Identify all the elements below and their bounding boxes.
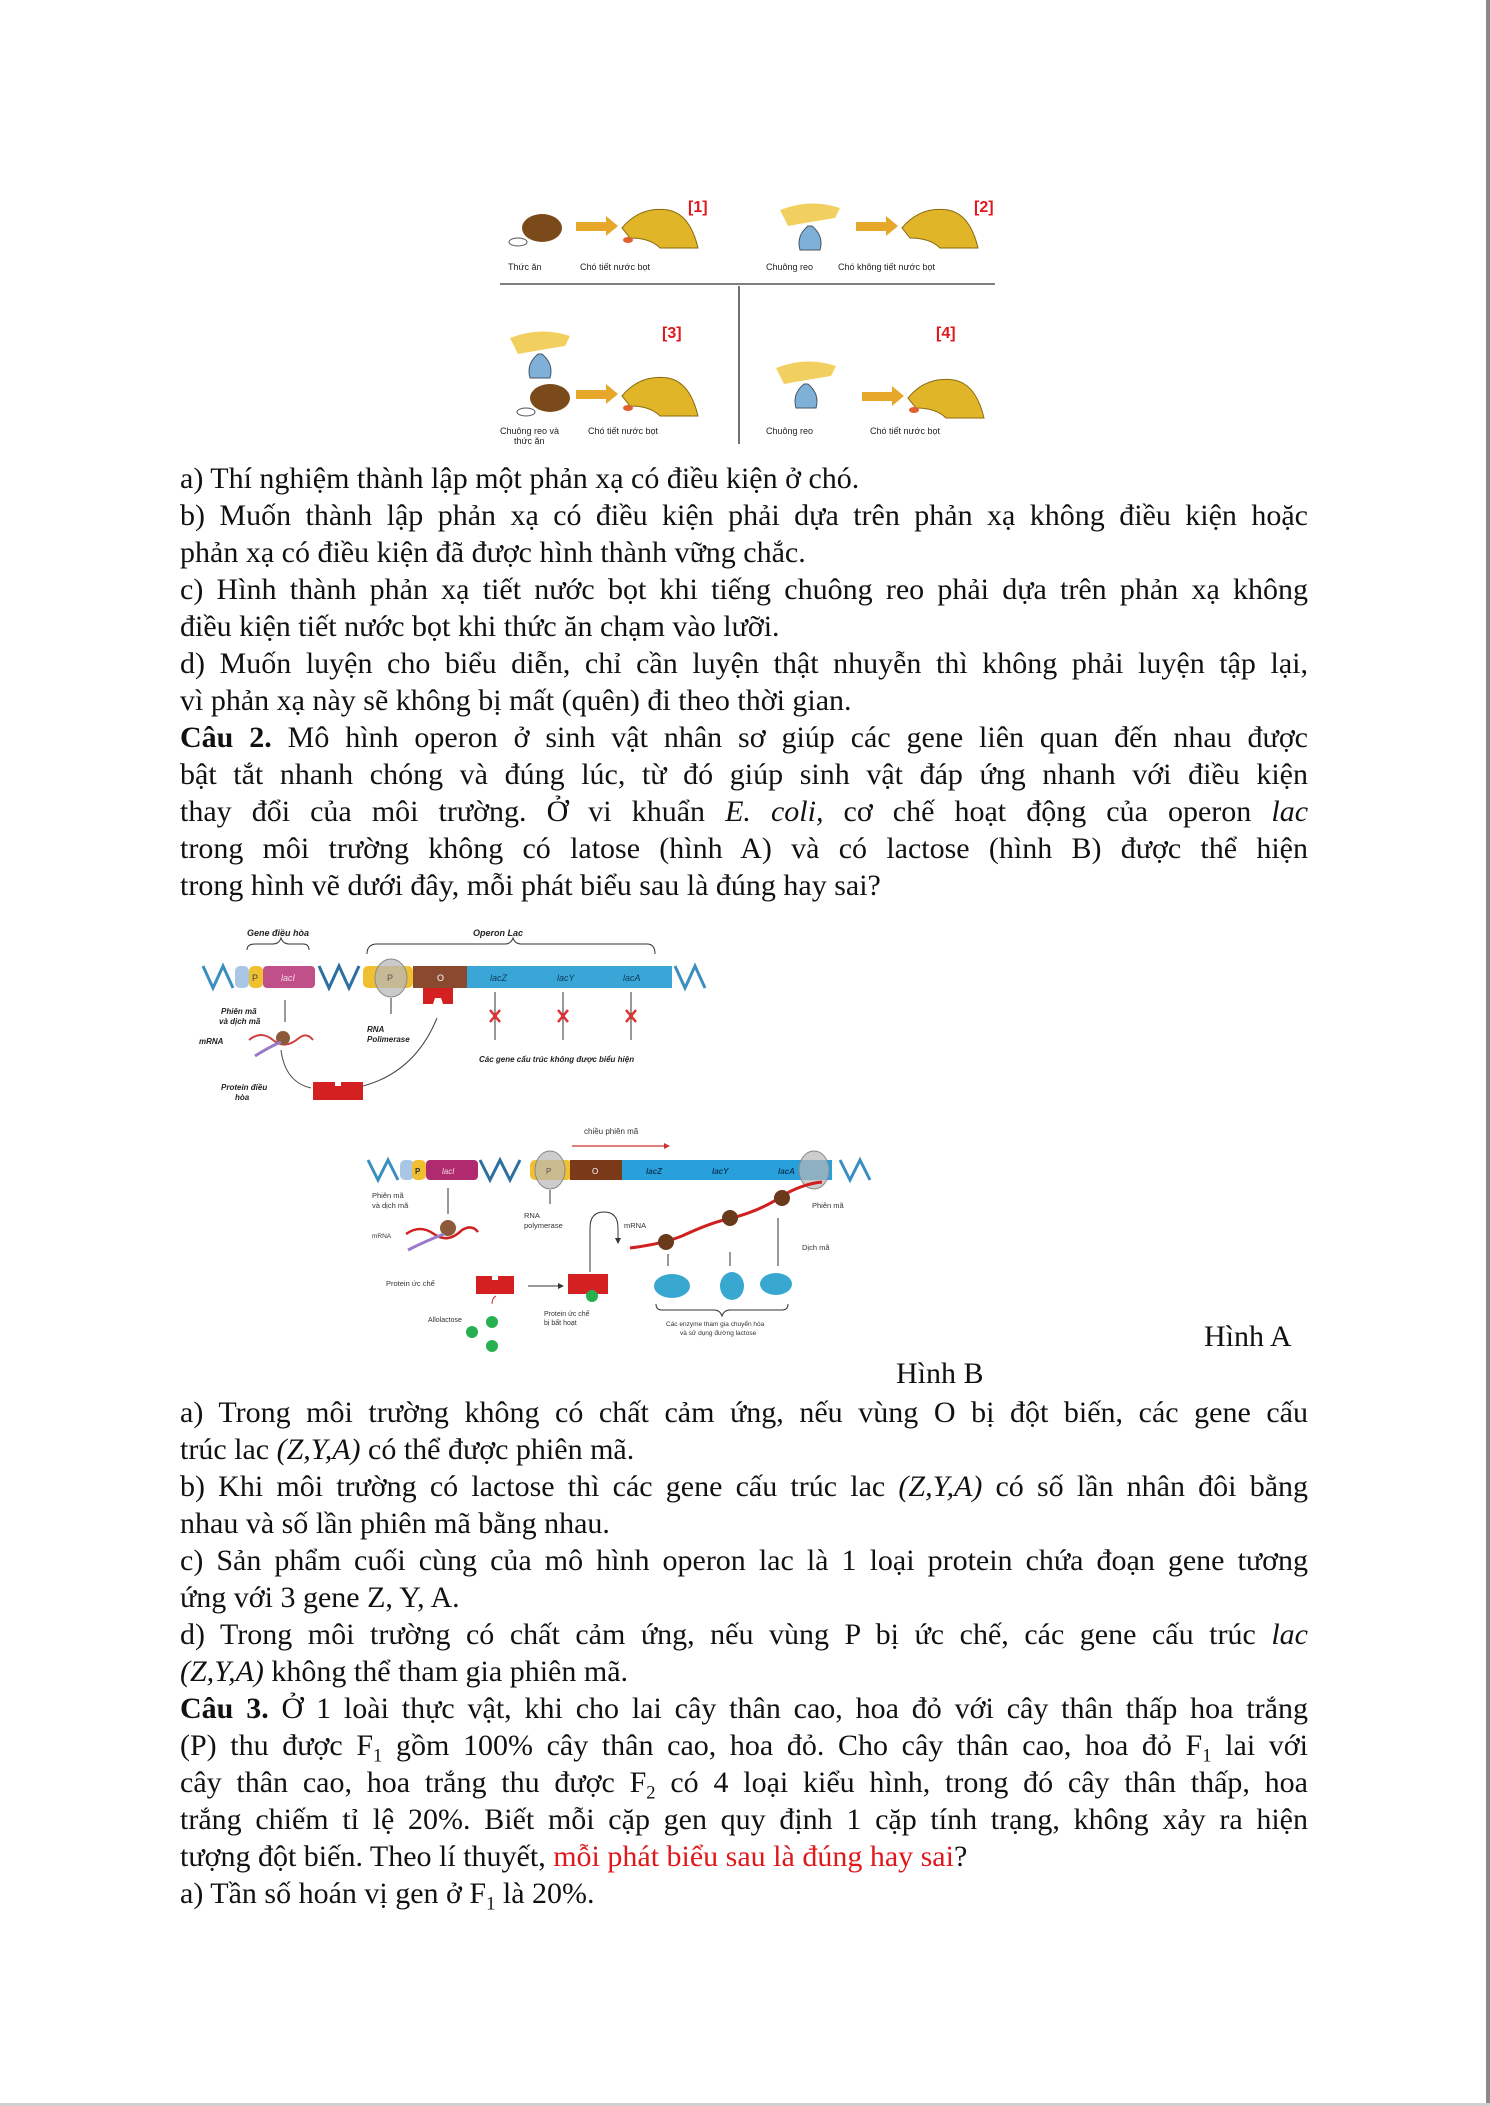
reflex-experiment-figure <box>490 188 1000 450</box>
q2-statement-a-line1: a) Trong môi trường không có chất cảm ứng, nếu vùng O bị đột biến, các gene cấu <box>180 1396 1308 1429</box>
svg-text:P: P <box>252 973 259 983</box>
q1-statement-a: a) Thí nghiệm thành lập một phản xạ có điều kiện ở chó. <box>180 462 860 495</box>
panel-4 <box>766 325 984 436</box>
svg-text:chiều phiên mã: chiều phiên mã <box>584 1127 639 1136</box>
question-2-label: Câu 2. <box>180 721 272 754</box>
svg-text:và sử dụng đường lactose: và sử dụng đường lactose <box>680 1330 757 1337</box>
svg-text:Phiên mã: Phiên mã <box>372 1191 404 1200</box>
svg-text:polymerase: polymerase <box>524 1221 563 1230</box>
question-3-prompt-highlight: mỗi phát biểu sau là đúng hay sai <box>553 1840 954 1873</box>
q2-statement-a-line2: trúc lac (Z,Y,A) có thể được phiên mã. <box>180 1433 635 1466</box>
svg-text:P: P <box>387 973 394 983</box>
q1-statement-b-line2: phản xạ có điều kiện đã được hình thành vững chắc. <box>180 536 806 569</box>
svg-text:lacI: lacI <box>281 973 296 983</box>
svg-text:lacA: lacA <box>778 1167 795 1176</box>
panel-3-label: [3] <box>662 325 682 342</box>
question-2-line2: bật tắt nhanh chóng và đúng lúc, từ đó giúp sinh vật đáp ứng nhanh với điều kiện <box>180 758 1308 791</box>
panel-1 <box>508 199 708 272</box>
panel-1-label: [1] <box>688 199 708 216</box>
svg-text:O: O <box>592 1167 599 1176</box>
svg-text:Chó không tiết nước bọt: Chó không tiết nước bọt <box>838 262 935 272</box>
caption-hinh-b: Hình B <box>896 1357 984 1390</box>
q1-statement-c-line2: điều kiện tiết nước bọt khi thức ăn chạm vào lưỡi. <box>180 610 780 643</box>
svg-text:Gene điều hòa: Gene điều hòa <box>247 928 310 938</box>
svg-text:lacZ: lacZ <box>646 1167 663 1176</box>
question-2-line1: Câu 2. Mô hình operon ở sinh vật nhân sơ giúp các gene liên quan đến nhau được <box>180 721 1308 754</box>
panel-3 <box>500 325 698 446</box>
svg-text:và dịch mã: và dịch mã <box>372 1201 409 1210</box>
svg-text:RNA: RNA <box>524 1211 540 1220</box>
svg-text:Chuông reo: Chuông reo <box>766 262 814 272</box>
question-3-line5: tượng đột biến. Theo lí thuyết, mỗi phát biểu sau là đúng hay sai? <box>180 1840 968 1873</box>
svg-text:Chó tiết nước bọt: Chó tiết nước bọt <box>580 262 650 272</box>
svg-text:lacA: lacA <box>623 973 641 983</box>
svg-text:Thức ăn: Thức ăn <box>508 262 542 272</box>
q3-statement-a: a) Tần số hoán vị gen ở $F_1$ là 20%. <box>180 1877 595 1915</box>
svg-text:mRNA: mRNA <box>624 1221 647 1230</box>
svg-text:Phiên mã: Phiên mã <box>812 1201 844 1210</box>
page-right-edge <box>1486 0 1490 2106</box>
q1-statement-d-line1: d) Muốn luyện cho biểu diễn, chỉ cần luyện thật nhuyễn thì không phải luyện tập lại, <box>180 647 1308 680</box>
svg-text:mRNA: mRNA <box>199 1037 224 1046</box>
question-3-line4: trắng chiếm tỉ lệ 20%. Biết mỗi cặp gen quy định 1 cặp tính trạng, không xảy ra hiện <box>180 1803 1308 1836</box>
svg-text:RNA: RNA <box>367 1025 385 1034</box>
caption-hinh-a: Hình A <box>1204 1320 1292 1353</box>
svg-text:Các gene cấu trúc không được b: Các gene cấu trúc không được biểu hiện <box>479 1055 635 1064</box>
svg-text:Protein ức chế: Protein ức chế <box>544 1311 590 1318</box>
q2-statement-b-line2: nhau và số lần phiên mã bằng nhau. <box>180 1507 610 1540</box>
q2-statement-c-line1: c) Sản phẩm cuối cùng của mô hình operon lac là 1 loại protein chứa đoạn gene tương <box>180 1544 1308 1577</box>
question-3-line2: (P) thu được $F_1$ gồm 100% cây thân cao, hoa đỏ. Cho cây thân cao, hoa đỏ $F_1$ lai với <box>180 1729 1309 1767</box>
svg-text:P: P <box>415 1167 421 1176</box>
svg-text:Operon Lac: Operon Lac <box>473 928 524 938</box>
svg-text:lacY: lacY <box>557 973 575 983</box>
svg-text:hòa: hòa <box>235 1093 250 1102</box>
operon-figure-a <box>195 922 730 1107</box>
question-2-line4: trong môi trường không có latose (hình A) và có lactose (hình B) được thể hiện <box>180 832 1308 865</box>
svg-text:lacI: lacI <box>442 1167 455 1176</box>
svg-text:Chó tiết nước bọt: Chó tiết nước bọt <box>588 426 658 436</box>
operon-figure-b <box>362 1118 887 1354</box>
question-3-label: Câu 3. <box>180 1692 269 1725</box>
panel-2 <box>766 199 994 272</box>
svg-text:Protein điều: Protein điều <box>221 1083 268 1092</box>
panel-2-label: [2] <box>974 199 994 216</box>
svg-text:Protein ức chế: Protein ức chế <box>386 1279 435 1288</box>
svg-text:và dịch mã: và dịch mã <box>219 1017 261 1026</box>
q1-statement-b-line1: b) Muốn thành lập phản xạ có điều kiện phải dựa trên phản xạ không điều kiện hoặc <box>180 499 1308 532</box>
q1-statement-c-line1: c) Hình thành phản xạ tiết nước bọt khi tiếng chuông reo phải dựa trên phản xạ không <box>180 573 1308 606</box>
svg-text:thức ăn: thức ăn <box>514 436 545 446</box>
panel-4-label: [4] <box>936 325 956 342</box>
svg-text:lacZ: lacZ <box>490 973 508 983</box>
question-3-line1: Câu 3. Ở 1 loài thực vật, khi cho lai cây thân cao, hoa đỏ với cây thân thấp hoa trắng <box>180 1692 1308 1725</box>
svg-text:Chó tiết nước bọt: Chó tiết nước bọt <box>870 426 940 436</box>
q2-statement-d-line1: d) Trong môi trường có chất cảm ứng, nếu vùng P bị ức chế, các gene cấu trúc lac <box>180 1618 1308 1651</box>
svg-text:lacY: lacY <box>712 1167 729 1176</box>
svg-text:O: O <box>437 973 445 983</box>
svg-text:bị bất hoạt: bị bất hoạt <box>544 1320 577 1327</box>
svg-text:Phiên mã: Phiên mã <box>221 1007 257 1016</box>
q2-statement-b-line1: b) Khi môi trường có lactose thì các gene cấu trúc lac (Z,Y,A) có số lần nhân đôi bằng <box>180 1470 1309 1503</box>
svg-text:Chuông reo: Chuông reo <box>766 426 814 436</box>
q2-statement-d-line2: (Z,Y,A) không thể tham gia phiên mã. <box>180 1655 629 1688</box>
question-2-line3: thay đổi của môi trường. Ở vi khuẩn E. coli, cơ chế hoạt động của operon lac <box>180 795 1309 828</box>
q2-statement-c-line2: ứng với 3 gene Z, Y, A. <box>180 1581 460 1614</box>
svg-text:Chuông reo và: Chuông reo và <box>500 426 560 436</box>
question-3-line3: cây thân cao, hoa trắng thu được $F_2$ có 4 loại kiểu hình, trong đó cây thân thấp, hoa <box>180 1766 1309 1804</box>
svg-text:P: P <box>546 1167 552 1176</box>
svg-text:Allolactose: Allolactose <box>428 1317 462 1324</box>
svg-text:mRNA: mRNA <box>372 1233 392 1240</box>
svg-text:Dịch mã: Dịch mã <box>802 1243 830 1252</box>
svg-text:Các enzyme tham gia chuyển hóa: Các enzyme tham gia chuyển hóa <box>666 1321 765 1328</box>
question-2-line5: trong hình vẽ dưới đây, mỗi phát biểu sau là đúng hay sai? <box>180 869 881 902</box>
svg-text:Polimerase: Polimerase <box>367 1035 410 1044</box>
q1-statement-d-line2: vì phản xạ này sẽ không bị mất (quên) đi theo thời gian. <box>180 684 852 717</box>
